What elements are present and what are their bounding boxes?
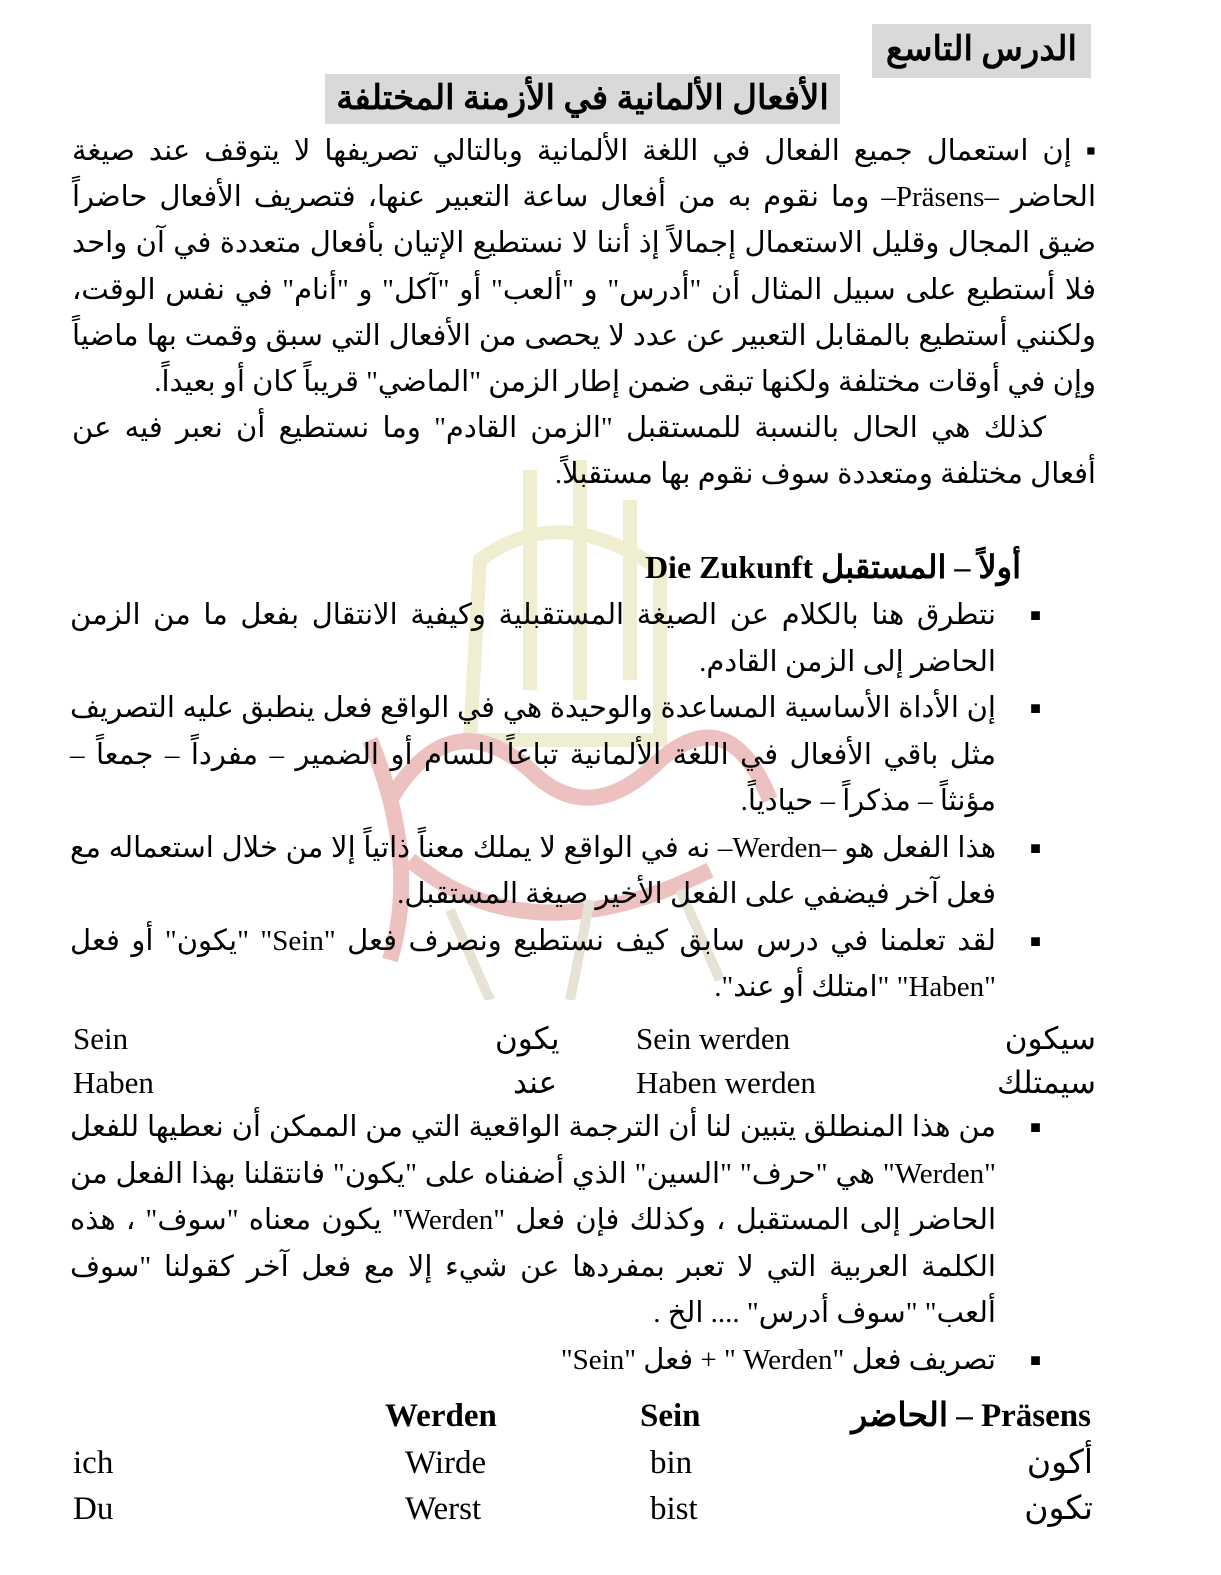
table-cell-de-future: Sein werden — [636, 1021, 791, 1056]
lesson-title: الدرس التاسع — [872, 24, 1091, 78]
table-cell-ar: يكون — [495, 1021, 560, 1056]
pronoun-cell: Du — [73, 1491, 114, 1527]
list-item: ■ من هذا المنطلق يتبين لنا أن الترجمة الواقعية التي من الممكن أن نعطيها للفعل "Werden" هي "حرف" "السين" الذي أضفناه على "يكون" فانتقلنا بهذا الفعل من الحاضر إلى المستقبل ، وكذلك فإن فعل "Werden" يكون معناه "سوف" ، هذه الكلمة العربية التي لا تعبر بمفردها عن شيء إلا مع فعل آخر كقولنا "سوف ألعب" "سوف أدرس" .... الخ . — [70, 1104, 1096, 1337]
list-item: ■ تصريف فعل "Werden " + فعل "Sein" — [70, 1337, 1096, 1384]
bullet-list — [70, 592, 1096, 1011]
section-heading: أولاً – المستقبل Die Zukunft — [644, 549, 1021, 585]
intro-section — [72, 128, 1096, 498]
main-title: الأفعال الألمانية في الأزمنة المختلفة — [325, 74, 840, 124]
header-werden: Werden — [385, 1398, 497, 1434]
table-cell-de: Sein — [73, 1021, 129, 1056]
header-present: Präsens – الحاضر — [851, 1398, 1091, 1434]
sein-cell: bin — [650, 1445, 693, 1481]
table-cell-ar: عند — [513, 1065, 558, 1100]
intro-paragraph: ▪ إن استعمال جميع الفعال في اللغة الألمانية وبالتالي تصريفها لا يتوقف عند صيغة الحاضر –Präsens– وما نقوم به من أفعال ساعة التعبير عنها، فتصريف الأفعال حاضراً ضيق المجال وقليل الاستعمال إجمالاً إذ أننا لا نستطيع الإتيان بأفعال متعددة في آن واحد فلا أستطيع على سبيل المثال أن "أدرس" و "ألعب" أو "آكل" و "أنام" في نفس الوقت، ولكنني أستطيع بالمقابل التعبير عن عدد لا يحصى من الأفعال التي سبق وقمت بها ماضياً وإن في أوقات مختلفة ولكنها تبقى ضمن إطار الزمن "الماضي" قريباً كان أو بعيداً. — [72, 135, 1096, 399]
bullet-list — [70, 1104, 1096, 1383]
header-sein: Sein — [640, 1398, 701, 1434]
list-item: ■ نتطرق هنا بالكلام عن الصيغة المستقبلية وكيفية الانتقال بفعل ما من الزمن الحاضر إلى الزمن القادم. — [70, 592, 1096, 685]
werden-cell: Werst — [405, 1491, 482, 1527]
table-cell-ar-future: سيمتلك — [997, 1065, 1096, 1100]
arabic-cell: أكون — [1026, 1445, 1093, 1481]
intro-paragraph: كذلك هي الحال بالنسبة للمستقبل "الزمن القادم" وما نستطيع أن نعبر فيه عن أفعال مختلفة ومتعددة سوف نقوم بها مستقبلاً. — [72, 412, 1096, 491]
table-cell-de: Haben — [73, 1065, 154, 1100]
table-cell-ar-future: سيكون — [1004, 1021, 1096, 1056]
werden-cell: Wirde — [405, 1445, 487, 1481]
table-cell-de-future: Haben werden — [636, 1065, 816, 1100]
arabic-cell: تكون — [1024, 1491, 1093, 1527]
list-item: ■ لقد تعلمنا في درس سابق كيف نستطيع ونصرف فعل "Sein" "يكون" أو فعل "Haben" "امتلك أو عند". — [70, 918, 1096, 1011]
list-item: ■ هذا الفعل هو –Werden– نه في الواقع لا يملك معناً ذاتياً إلا من خلال استعماله مع فعل آخر فيضفي على الفعل الأخير صيغة المستقبل. — [70, 825, 1096, 918]
pronoun-cell: ich — [73, 1445, 114, 1481]
sein-cell: bist — [650, 1491, 698, 1527]
list-item: ■ إن الأداة الأساسية المساعدة والوحيدة هي في الواقع فعل ينطبق عليه التصريف مثل باقي الأفعال في اللغة الألمانية تباعاً للسام أو الضمير – مفرداً – جمعاً – مؤنثاً – مذكراً – حيادياً. — [70, 685, 1096, 825]
